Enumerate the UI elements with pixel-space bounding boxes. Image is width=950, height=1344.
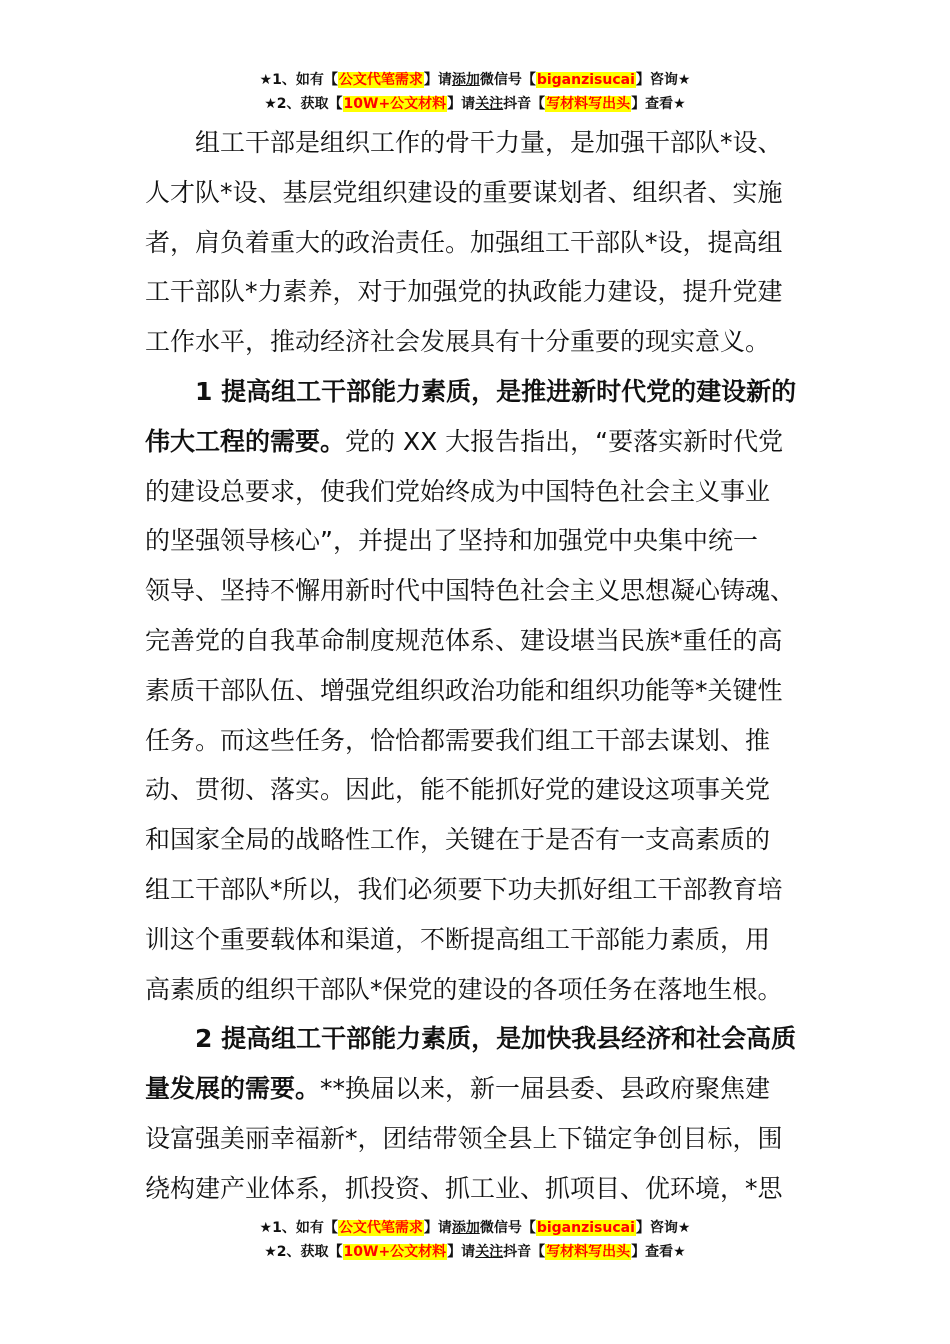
body-text: 训这个重要载体和渠道，不断提高组工干部能力素质，用 [145, 924, 771, 954]
text-line [145, 865, 810, 915]
banner-highlight: 写材料写出头 [546, 96, 631, 112]
banner-highlight: 公文代笔需求 [338, 1220, 423, 1236]
text-line [145, 815, 810, 865]
banner-text: 】咨询★ [635, 1220, 691, 1236]
text-line [145, 1164, 810, 1214]
text-line [145, 616, 810, 666]
body-text: 设富强美丽幸福新*，团结带领全县上下锚定争创目标，围 [145, 1123, 783, 1153]
banner-text: ★1、如有【 [259, 1220, 338, 1236]
text-line [145, 516, 810, 566]
paragraph [145, 1014, 810, 1213]
body-text: 的坚强领导核心”，并提出了坚持和加强党中央集中统一 [145, 526, 758, 556]
banner-underlined: 添加 [451, 72, 480, 88]
banner-highlight: 公文代笔需求 [338, 72, 423, 88]
text-line [145, 218, 810, 268]
banner-text: 】查看★ [631, 1244, 686, 1260]
body-text: 工干部队*力素养，对于加强党的执政能力建设，提升党建 [145, 277, 783, 307]
body-text: 组工干部是组织工作的骨干力量，是加强干部队*设、 [195, 128, 783, 157]
body-text: 领导、坚持不懈用新时代中国特色社会主义思想凝心铸魂、 [145, 576, 796, 606]
banner-text: 微信号【 [479, 1220, 536, 1236]
text-line [145, 168, 810, 218]
banner-text: ★1、如有【 [259, 72, 338, 88]
heading-text: 伟大工程的需要。 [145, 426, 346, 456]
banner-underlined: 关注 [475, 96, 504, 112]
body-text: 高素质的组织干部队*保党的建设的各项任务在落地生根。 [145, 974, 783, 1004]
footer-banner [0, 1216, 950, 1264]
header-banner [0, 68, 950, 116]
banner-highlight: 10W+公文材料 [343, 1244, 447, 1260]
text-line [145, 1014, 810, 1064]
text-line [145, 267, 810, 317]
banner-highlight: biganzisucai [536, 1220, 635, 1236]
banner-text: 微信号【 [479, 72, 536, 88]
banner-line-2 [0, 1240, 950, 1264]
text-line [145, 566, 810, 616]
banner-text: 抖音【 [503, 96, 546, 112]
heading-text: 2 提高组工干部能力素质，是加快我县经济和社会高质 [195, 1024, 797, 1054]
banner-highlight: biganzisucai [536, 72, 635, 88]
body-text: 和国家全局的战略性工作，关键在于是否有一支高素质的 [145, 825, 771, 855]
heading-text: 量发展的需要。 [145, 1074, 321, 1104]
banner-text: ★2、获取【 [264, 1244, 343, 1260]
document-body [145, 118, 810, 1214]
text-line [145, 317, 810, 367]
banner-text: 抖音【 [503, 1244, 546, 1260]
body-text: 者，肩负着重大的政治责任。加强组工干部队*设，提高组 [145, 227, 783, 257]
body-text: **换届以来，新一届县委、县政府聚焦建 [320, 1074, 771, 1104]
text-line [145, 915, 810, 965]
banner-text: 】查看★ [631, 96, 686, 112]
body-text: 组工干部队*所以，我们必须要下功夫抓好组工干部教育培 [145, 874, 783, 904]
body-text: 完善党的自我革命制度规范体系、建设堪当民族*重任的高 [145, 625, 783, 655]
text-line [145, 417, 810, 467]
banner-text: ★2、获取【 [264, 96, 343, 112]
text-line [145, 1064, 810, 1114]
banner-underlined: 关注 [475, 1244, 504, 1260]
body-text: 绕构建产业体系，抓投资、抓工业、抓项目、优环境，*思 [145, 1173, 783, 1203]
body-text: 任务。而这些任务，恰恰都需要我们组工干部去谋划、推 [145, 725, 771, 755]
banner-underlined: 添加 [451, 1220, 480, 1236]
banner-text: 】请 [447, 1244, 476, 1260]
banner-text: 】咨询★ [635, 72, 691, 88]
text-line [145, 965, 810, 1015]
paragraph [145, 118, 810, 367]
banner-text: 】请 [447, 96, 476, 112]
body-text: 素质干部队伍、增强党组织政治功能和组织功能等*关键性 [145, 675, 783, 705]
text-line [145, 1114, 810, 1164]
heading-text: 1 提高组工干部能力素质，是推进新时代党的建设新的 [195, 376, 797, 406]
paragraph [145, 367, 810, 1014]
banner-text: 】请 [423, 1220, 452, 1236]
banner-line-1 [0, 1216, 950, 1240]
body-text: 人才队*设、基层党组织建设的重要谋划者、组织者、实施 [145, 177, 783, 207]
banner-line-1 [0, 68, 950, 92]
text-line [145, 467, 810, 517]
text-line [145, 118, 810, 168]
banner-text: 】请 [423, 72, 452, 88]
text-line [145, 666, 810, 716]
body-text: 工作水平，推动经济社会发展具有十分重要的现实意义。 [145, 327, 771, 357]
banner-line-2 [0, 92, 950, 116]
text-line [145, 765, 810, 815]
body-text: 的建设总要求，使我们党始终成为中国特色社会主义事业 [145, 476, 771, 506]
banner-highlight: 10W+公文材料 [343, 96, 447, 112]
banner-highlight: 写材料写出头 [546, 1244, 631, 1260]
body-text: 动、贯彻、落实。因此，能不能抓好党的建设这项事关党 [145, 775, 771, 805]
text-line [145, 367, 810, 417]
text-line [145, 716, 810, 766]
body-text: 党的 XX 大报告指出，“要落实新时代党 [345, 426, 784, 456]
